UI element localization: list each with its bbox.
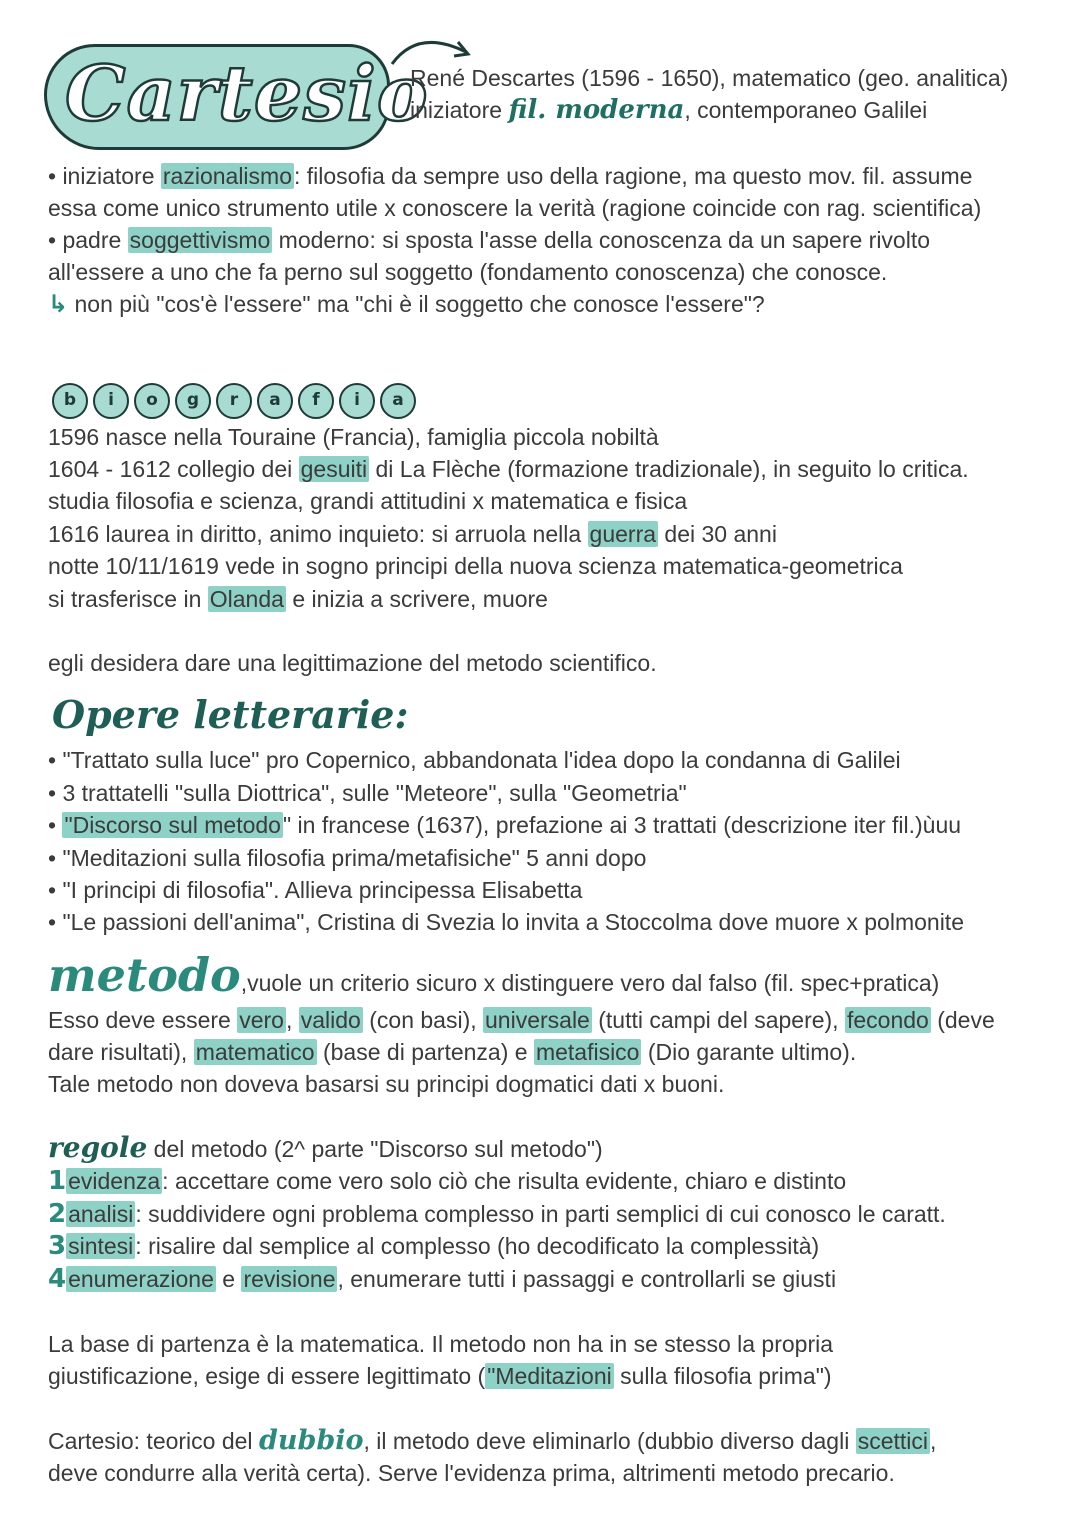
regole-heading: regole	[48, 1131, 148, 1164]
metodo-line-2	[48, 1004, 995, 1036]
intro-line-5	[48, 288, 765, 320]
dubbio-line-1	[48, 1425, 936, 1457]
intro-line-3	[48, 224, 930, 256]
regola-3-number: 3	[48, 1231, 67, 1261]
opere-item-1: • "Trattato sulla luce" pro Copernico, abbandonata l'idea dopo la condanna di Galilei	[48, 747, 901, 773]
base-line-2	[48, 1360, 832, 1392]
highlight-guerra: guerra	[589, 521, 657, 547]
regola-4-mid: e	[215, 1266, 242, 1292]
bio-line-6	[48, 583, 548, 615]
opere-item-4: • "Meditazioni sulla filosofia prima/metafisiche" 5 anni dopo	[48, 845, 647, 871]
bio-l6-pre: si trasferisce in	[48, 586, 208, 612]
regola-4-text: , enumerare tutti i passaggi e controllarli se giusti	[337, 1266, 837, 1292]
header-line-1: René Descartes (1596 - 1650), matematico (geo. analitica)	[410, 65, 1009, 91]
metodo-l3-c: (Dio garante ultimo).	[641, 1039, 857, 1065]
opere-i3-pre: •	[48, 812, 63, 838]
highlight-universale: universale	[485, 1007, 590, 1033]
metodo-l2-a: Esso deve essere	[48, 1007, 238, 1033]
intro-l3-post: moderno: si sposta l'asse della conoscenza da un sapere rivolto	[272, 227, 931, 253]
highlight-discorso: "Discorso sul metodo	[64, 812, 281, 838]
bio-l6-post: e inizia a scrivere, muore	[285, 586, 548, 612]
metodo-l2-c: (con basi),	[362, 1007, 484, 1033]
bio-l4-post: dei 30 anni	[658, 521, 777, 547]
highlight-metafisico: metafisico	[535, 1039, 640, 1065]
base-line-1: La base di partenza è la matematica. Il metodo non ha in se stesso la propria	[48, 1331, 834, 1357]
biografia-letter: i	[93, 383, 129, 419]
bio-line-1: 1596 nasce nella Touraine (Francia), famiglia piccola nobiltà	[48, 424, 659, 450]
highlight-valido: valido	[300, 1007, 361, 1033]
highlight-vero: vero	[239, 1007, 284, 1033]
regola-2-text: : suddividere ogni problema complesso in parti semplici di cui conosco le caratt.	[135, 1201, 946, 1227]
metodo-l2-d: (tutti campi del sapere),	[591, 1007, 845, 1033]
bio-line-2	[48, 453, 969, 485]
intro-l5-text: non più "cos'è l'essere" ma "chi è il soggetto che conosce l'essere"?	[74, 291, 765, 317]
opere-item-5: • "I principi di filosofia". Allieva principessa Elisabetta	[48, 877, 583, 903]
dubbio-l1-pre: Cartesio: teorico del	[48, 1428, 259, 1454]
header-line-2	[410, 94, 927, 126]
biografia-letter: a	[380, 383, 416, 419]
bio-line-7: egli desidera dare una legittimazione del metodo scientifico.	[48, 650, 657, 676]
opere-item-2: • 3 trattatelli "sulla Diottrica", sulle "Meteore", sulla "Geometria"	[48, 780, 687, 806]
bio-l2-post: di La Flèche (formazione tradizionale), in seguito lo critica.	[369, 456, 969, 482]
highlight-soggettivismo: soggettivismo	[129, 227, 271, 253]
header-line2-post: , contemporaneo Galilei	[684, 97, 928, 123]
biografia-letter: o	[134, 383, 170, 419]
regola-4-number: 4	[48, 1264, 67, 1294]
highlight-matematico: matematico	[195, 1039, 315, 1065]
highlight-fecondo: fecondo	[846, 1007, 929, 1033]
regola-3-text: : risalire dal semplice al complesso (ho decodificato la complessità)	[135, 1233, 820, 1259]
highlight-evidenza: evidenza	[68, 1168, 161, 1194]
metodo-l3-a: dare risultati),	[48, 1039, 194, 1065]
page-title: Cartesio	[65, 49, 429, 138]
regole-intro-text: del metodo (2^ parte "Discorso sul metodo")	[153, 1136, 603, 1162]
bio-l2-pre: 1604 - 1612 collegio dei	[48, 456, 299, 482]
regola-4	[48, 1263, 836, 1295]
intro-line-4: all'essere a uno che fa perno sul soggetto (fondamento conoscenza) che conosce.	[48, 259, 888, 285]
base-l2-pre: giustificazione, esige di essere legittimato (	[48, 1363, 486, 1389]
highlight-sintesi: sintesi	[68, 1233, 134, 1259]
bio-l4-pre: 1616 laurea in diritto, animo inquieto: si arruola nella	[48, 521, 588, 547]
dubbio-line-2: deve condurre alla verità certa). Serve l'evidenza prima, altrimenti metodo precario.	[48, 1460, 895, 1486]
metodo-l2-b: ,	[285, 1007, 299, 1033]
intro-line-1	[48, 160, 972, 192]
highlight-revisione: revisione	[243, 1266, 336, 1292]
regola-1	[48, 1165, 846, 1197]
dubbio-l1-post: ,	[930, 1428, 937, 1454]
highlight-meditazioni: "Meditazioni	[487, 1363, 612, 1389]
metodo-l2-e: (deve	[930, 1007, 995, 1033]
biografia-letter: r	[216, 383, 252, 419]
opere-heading: Opere letterarie:	[52, 692, 409, 737]
biografia-letter: g	[175, 383, 211, 419]
regola-3	[48, 1230, 819, 1262]
highlight-razionalismo: razionalismo	[162, 163, 292, 189]
biografia-letter: f	[298, 383, 334, 419]
highlight-analisi: analisi	[68, 1201, 134, 1227]
regola-2-number: 2	[48, 1199, 67, 1229]
dubbio-l1-mid: , il metodo deve eliminarlo (dubbio diverso dagli	[363, 1428, 856, 1454]
intro-l3-pre: • padre	[48, 227, 128, 253]
title-bubble	[44, 44, 429, 150]
regola-2	[48, 1198, 946, 1230]
bio-line-5: notte 10/11/1619 vede in sogno principi della nuova scienza matematica-geometrica	[48, 553, 903, 579]
metodo-l3-b: (base di partenza) e	[316, 1039, 534, 1065]
highlight-scettici: scettici	[857, 1428, 928, 1454]
bio-line-3: studia filosofia e scienza, grandi attitudini x matematica e fisica	[48, 488, 688, 514]
opere-item-6: • "Le passioni dell'anima", Cristina di Svezia lo invita a Stoccolma dove muore x polmonite	[48, 909, 964, 935]
regole-intro	[48, 1132, 603, 1165]
metodo-line-1	[48, 950, 939, 1008]
highlight-olanda: Olanda	[209, 586, 284, 612]
metodo-heading: metodo	[48, 948, 241, 1002]
header-line2-pre: iniziatore	[410, 97, 503, 123]
biografia-letter: a	[257, 383, 293, 419]
highlight-gesuiti: gesuiti	[300, 456, 368, 482]
intro-l1-pre: • iniziatore	[48, 163, 161, 189]
opere-item-3	[48, 809, 961, 841]
metodo-line-3	[48, 1036, 856, 1068]
header-line2-script: fil. moderna	[508, 95, 685, 125]
highlight-enumerazione: enumerazione	[68, 1266, 214, 1292]
regola-1-number: 1	[48, 1166, 67, 1196]
bio-line-4	[48, 518, 777, 550]
biografia-letter: i	[339, 383, 375, 419]
metodo-l1-text: ,vuole un criterio sicuro x distinguere vero dal falso (fil. spec+pratica)	[240, 970, 940, 996]
opere-i3-post: " in francese (1637), prefazione ai 3 trattati (descrizione iter fil.)ùuu	[282, 812, 962, 838]
regola-1-text: : accettare come vero solo ciò che risulta evidente, chiaro e distinto	[162, 1168, 847, 1194]
metodo-line-4: Tale metodo non doveva basarsi su principi dogmatici dati x buoni.	[48, 1071, 725, 1097]
arrow-icon: ↳	[48, 290, 69, 318]
base-l2-post: sulla filosofia prima")	[613, 1363, 832, 1389]
dubbio-script: dubbio	[258, 1425, 364, 1456]
intro-line-2: essa come unico strumento utile x conoscere la verità (ragione coincide con rag. scientifica)	[48, 195, 982, 221]
intro-l1-post: : filosofia da sempre uso della ragione, ma questo mov. fil. assume	[294, 163, 973, 189]
biografia-letter: b	[52, 383, 88, 419]
